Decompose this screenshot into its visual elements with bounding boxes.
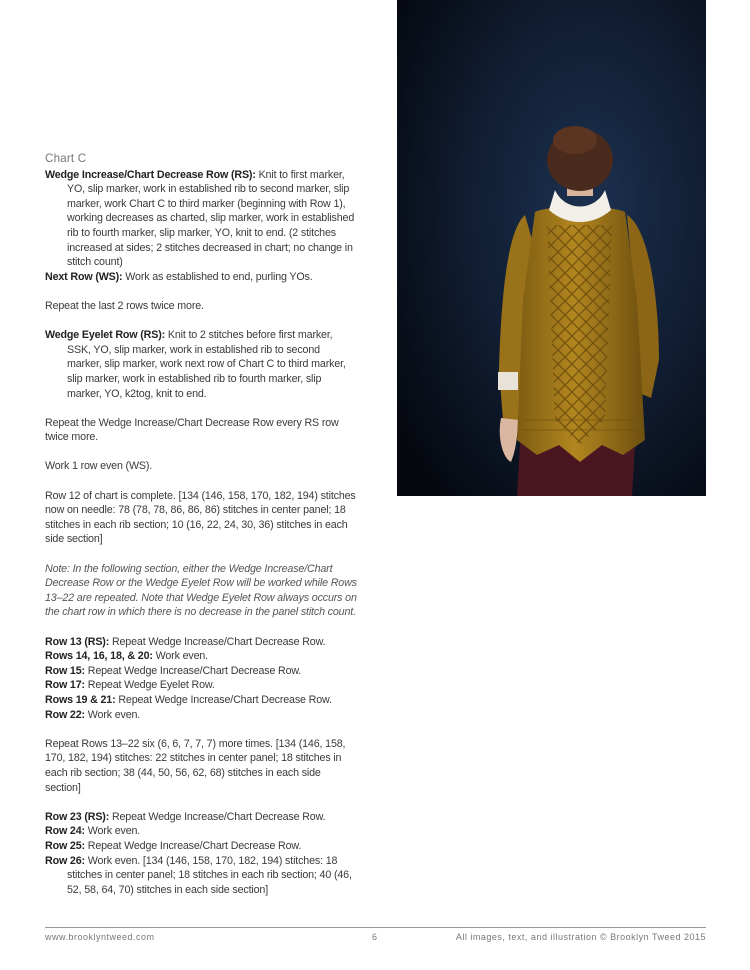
step-text: Repeat Wedge Increase/Chart Decrease Row. [84, 664, 302, 677]
paragraph: Repeat the last 2 rows twice more. [45, 299, 204, 312]
instruction-wedge-increase [45, 168, 357, 270]
footer-website-link[interactable]: www.brooklyntweed.com [45, 932, 155, 942]
sweater-photo [397, 0, 706, 496]
step-label: Rows 19 & 21: [45, 693, 116, 706]
pattern-instructions [45, 152, 357, 897]
step-label: Wedge Eyelet Row (RS): [45, 329, 166, 342]
page-number: 6 [372, 932, 378, 942]
step-label: Row 15: [45, 664, 85, 677]
step-label: Row 25: [45, 839, 85, 852]
step-text: Repeat Wedge Increase/Chart Decrease Row. [115, 693, 332, 706]
copyright-notice: All images, text, and illustration © Brooklyn Tweed 2015 [455, 932, 706, 942]
row-instruction [45, 810, 357, 825]
step-label: Row 17: [45, 679, 85, 692]
step-text: Repeat Wedge Increase/Chart Decrease Row. [109, 635, 326, 648]
row-instruction [45, 678, 357, 693]
row-instruction [45, 839, 357, 854]
row-instruction [45, 708, 357, 723]
step-label: Row 13 (RS): [45, 635, 110, 648]
step-label: Wedge Increase/Chart Decrease Row (RS): [45, 168, 256, 181]
step-label: Row 23 (RS): [45, 810, 110, 823]
paragraph: Work 1 row even (WS). [45, 460, 153, 473]
step-text: Knit to 2 stitches before first marker, SSK, YO, slip marker, work in established rib to second marker, slip marker, work next row of Chart C to third marker, slip marker, work in established rib to fourth marker, slip marker, YO, k2tog, knit to end. [67, 329, 346, 400]
step-text: Work as established to end, purling YOs. [122, 270, 313, 283]
instruction-next-row [45, 270, 357, 285]
step-text: Repeat Wedge Increase/Chart Decrease Row. [84, 839, 302, 852]
note-paragraph: Note: In the following section, either the Wedge Increase/Chart Decrease Row or the Wedge Eyelet Row will be worked while Rows 13–22 are repeated. Note that Wedge Eyelet Row always occurs on the chart row in which there is no decrease in the panel stitch count. [45, 562, 357, 619]
row-instruction [45, 824, 357, 839]
step-text: Work even. [134 (146, 158, 170, 182, 194) stitches: 18 stitches in center panel; 18 stitches in each rib section; 40 (46, 52, 58, 64, 70) stitches in each side section] [67, 854, 352, 896]
step-text: Work even. [84, 708, 141, 721]
step-text: Work even. [84, 825, 141, 838]
step-label: Row 24: [45, 825, 85, 838]
step-label: Row 26: [45, 854, 85, 867]
step-text: Knit to first marker, YO, slip marker, work in established rib to second marker, slip marker, work Chart C to third marker (beginning with Row 1), working decreases as charted, slip marker, work in established rib to fourth marker, slip marker, YO, knit to end. (2 stitches increased at sides; 2 stitches decreased in chart; no change in stitch count) [67, 168, 355, 269]
paragraph: Repeat the Wedge Increase/Chart Decrease Row every RS row twice more. [45, 416, 339, 444]
stitch-count-paragraph: Row 12 of chart is complete. [134 (146, 158, 170, 182, 194) stitches now on needle: 78 (78, 78, 86, 86, 86) stitches in center panel; 18 stitches in each rib section; 10 (16, 22, 24, 30, 36) stitches in each side section] [45, 489, 356, 546]
row-instruction [45, 649, 357, 664]
step-label: Next Row (WS): [45, 270, 123, 283]
step-label: Row 22: [45, 708, 85, 721]
stitch-count-paragraph: Repeat Rows 13–22 six (6, 6, 7, 7, 7) more times. [134 (146, 158, 170, 182, 194) stitches: 22 stitches in center panel; 18 stitches in each rib section; 38 (44, 50, 56, 62, 68) stitches in each side section] [45, 737, 346, 794]
step-text: Repeat Wedge Eyelet Row. [84, 679, 215, 692]
row-instruction [45, 664, 357, 679]
footer-divider [45, 927, 706, 928]
step-text: Repeat Wedge Increase/Chart Decrease Row. [109, 810, 326, 823]
row-instruction [45, 693, 357, 708]
instruction-wedge-eyelet [45, 328, 357, 401]
step-label: Rows 14, 16, 18, & 20: [45, 650, 153, 663]
section-title: Chart C [45, 152, 87, 165]
step-text: Work even. [152, 650, 208, 663]
row-instruction [45, 854, 357, 898]
row-instruction [45, 635, 357, 650]
